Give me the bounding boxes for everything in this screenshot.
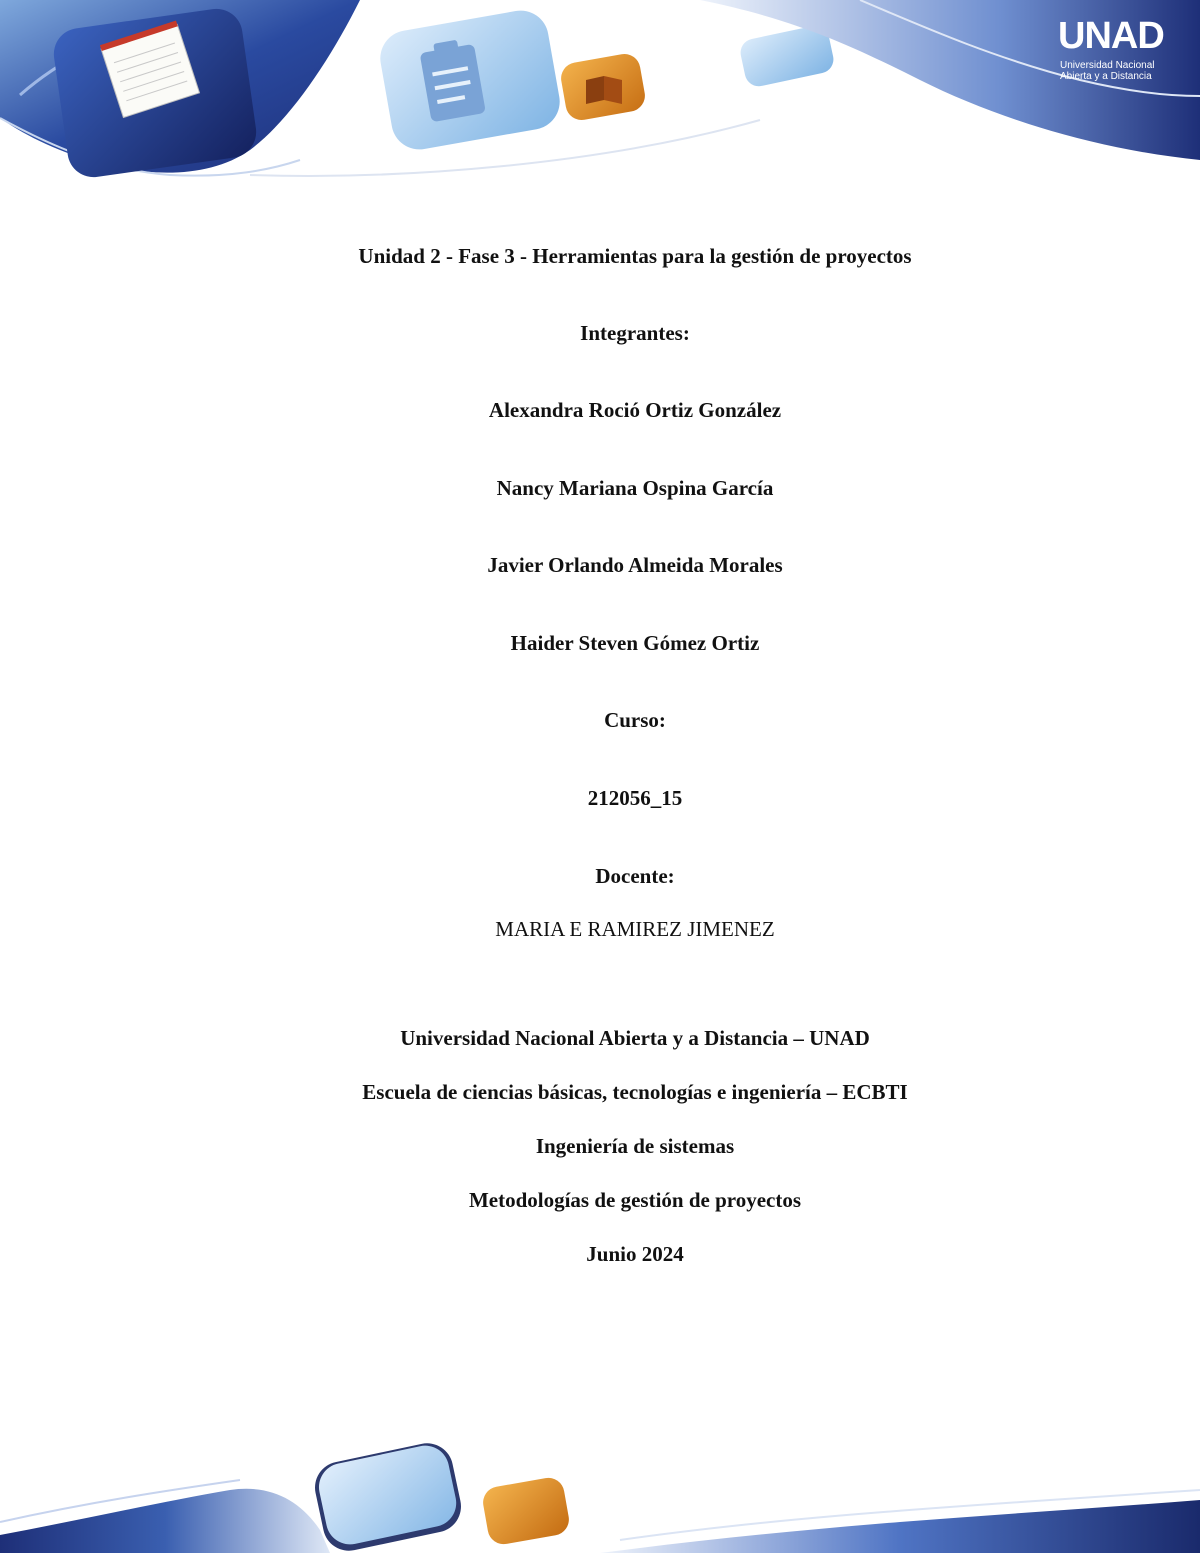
header-banner [0,0,1200,185]
member-name: Alexandra Roció Ortiz González [488,398,782,422]
university-name: Universidad Nacional Abierta y a Distancia – UNAD [400,1026,870,1050]
course-label: Curso: [604,708,666,732]
members-label: Integrantes: [580,321,690,345]
logo-wordmark: UNAD [1058,15,1164,57]
document-date: Junio 2024 [586,1242,684,1266]
logo-subtitle-line-2: Abierta y a Distancia [1060,71,1152,82]
teacher-name: MARIA E RAMIREZ JIMENEZ [495,917,775,941]
course-code: 212056_15 [587,786,683,810]
program-name: Ingeniería de sistemas [535,1134,735,1158]
school-name: Escuela de ciencias básicas, tecnologías e ingeniería – ECBTI [362,1080,908,1104]
document-title: Unidad 2 - Fase 3 - Herramientas para la gestión de proyectos [358,244,912,268]
subject-name: Metodologías de gestión de proyectos [468,1188,802,1212]
teacher-label: Docente: [595,864,675,888]
member-name: Nancy Mariana Ospina García [496,476,774,500]
member-name: Javier Orlando Almeida Morales [487,553,783,577]
logo-subtitle-line-1: Universidad Nacional [1060,60,1155,71]
member-name: Haider Steven Gómez Ortiz [510,631,760,655]
footer-banner [0,1440,1200,1553]
unad-logo [1052,14,1182,84]
